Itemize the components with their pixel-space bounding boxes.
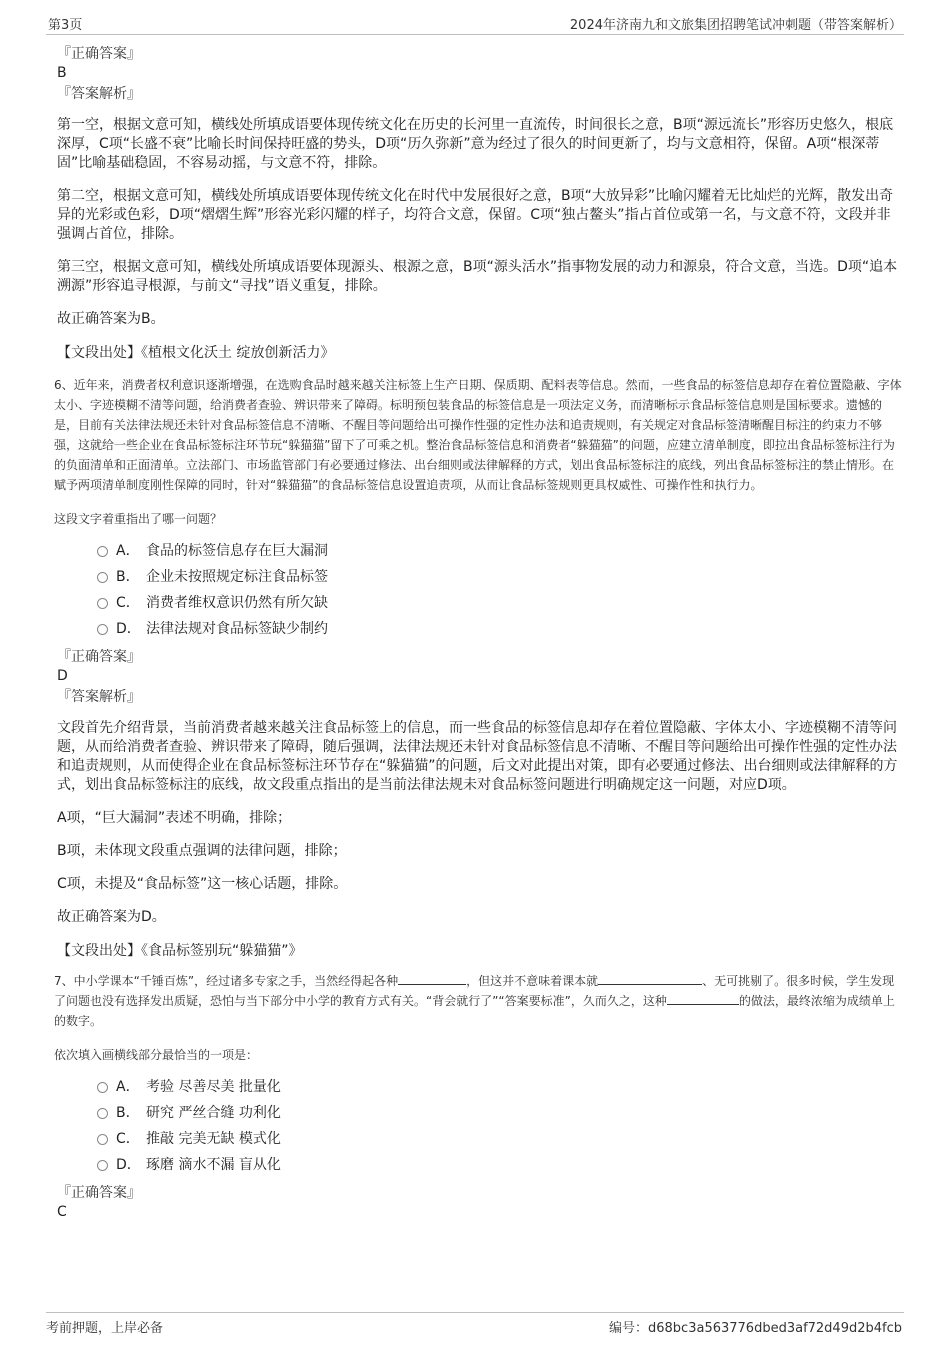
q6-analysis-label: 『答案解析』 xyxy=(57,689,141,705)
q7-question: 依次填入画横线部分最恰当的一项是： xyxy=(54,1048,259,1062)
page-number: 第3页 xyxy=(48,18,83,33)
q5-section xyxy=(57,44,902,363)
q7-stem-part: 的做法，最终浓缩为成绩单上的数字。 xyxy=(54,994,895,1028)
q7-option-a[interactable] xyxy=(97,1073,902,1099)
q6-source: 【文段出处】《食品标签别玩“躲猫猫”》 xyxy=(57,943,303,959)
document-body xyxy=(54,44,902,1223)
q7-blank-1 xyxy=(398,972,466,985)
footer-slogan: 考前押题，上岸必备 xyxy=(46,1321,164,1336)
q5-analysis-para: 第二空，根据文意可知，横线处所填成语要体现传统文化在时代中发展很好之意，B项“大放异彩”比喻闪耀着无比灿烂的光辉，散发出奇异的光彩或色彩，D项“熠熠生辉”形容光彩闪耀的样子，均符合文意，保留。C项“独占鳌头”指占首位或第一名，与文意不符，文段并非强调占首位，排除。 xyxy=(57,188,894,242)
q6-answer: D xyxy=(57,668,68,684)
q6-stem: 6、近年来，消费者权利意识逐渐增强，在选购食品时越来越关注标签上生产日期、保质期、配料表等信息。然而，一些食品的标签信息却存在着位置隐蔽、字体太小、字迹模糊不清等问题，给消费者查验、辨识带来了障碍。标明预包装食品的标签信息是一项法定义务，而清晰标示食品标签信息则是国标要求。遗憾的是，目前有关法律法规还未针对食品标签信息不清晰、不醒目等问题给出可操作性强的定性办法和追责规则，有关规定对食品标签清晰醒目标注的约束力不够强，这就给一些企业在食品标签标注环节玩“躲猫猫”留下了可乘之机。整治食品标签信息和消费者“躲猫猫”的问题，应建立清单制度，即拉出食品标签标注行为的负面清单和正面清单。立法部门、市场监管部门有必要通过修法、出台细则或法律解释的方式，划出食品标签标注的底线，列出食品标签标注的禁止情形。在赋予两项清单制度刚性保障的同时，针对“躲猫猫”的食品标签信息设置追责项，从而让食品标签规则更具权威性、可操作性和执行力。 xyxy=(54,378,902,492)
document-id: 编号：d68bc3a563776dbed3af72d49d2b4fcb xyxy=(609,1321,902,1336)
option-letter: B． xyxy=(116,569,140,585)
q5-answer-label: 『正确答案』 xyxy=(57,46,141,62)
radio-icon[interactable] xyxy=(97,546,108,557)
option-text: 考验 尽善尽美 批量化 xyxy=(146,1079,281,1095)
radio-icon[interactable] xyxy=(97,572,108,583)
option-text: 消费者维权意识仍然有所欠缺 xyxy=(146,595,328,611)
q6-analysis-para: B项，未体现文段重点强调的法律问题，排除； xyxy=(57,843,347,859)
q7-options xyxy=(97,1073,902,1177)
q7-answer: C xyxy=(57,1204,67,1220)
q5-analysis-para: 第一空，根据文意可知，横线处所填成语要体现传统文化在历史的长河里一直流传，时间很长之意，B项“源远流长”形容历史悠久，根底深厚，C项“长盛不衰”比喻长时间保持旺盛的势头，D项“历久弥新”意为经过了很久的时间更新了，均与文意相符，保留。A项“根深蒂固”比喻基础稳固，不容易动摇，与文意不符，排除。 xyxy=(57,117,894,171)
page-footer xyxy=(46,1312,904,1337)
q6-option-d[interactable] xyxy=(97,615,902,641)
q5-answer: B xyxy=(57,65,67,81)
radio-icon[interactable] xyxy=(97,1134,108,1145)
option-text: 推敲 完美无缺 模式化 xyxy=(146,1131,281,1147)
q6-analysis-para: A项，“巨大漏洞”表述不明确，排除； xyxy=(57,810,292,826)
q7-option-c[interactable] xyxy=(97,1125,902,1151)
radio-icon[interactable] xyxy=(97,1082,108,1093)
option-letter: C． xyxy=(116,1131,140,1147)
q7-stem-part: ，但这并不意味着课本就 xyxy=(466,974,599,988)
option-letter: C． xyxy=(116,595,140,611)
q5-analysis-label: 『答案解析』 xyxy=(57,86,141,102)
q7-answer-label: 『正确答案』 xyxy=(57,1185,141,1201)
q5-analysis-para: 第三空，根据文意可知，横线处所填成语要体现源头、根源之意，B项“源头活水”指事物发展的动力和源泉，符合文意，当选。D项“追本溯源”形容追寻根源，与前文“寻找”语义重复，排除。 xyxy=(57,259,898,294)
q7-option-d[interactable] xyxy=(97,1151,902,1177)
q6-option-c[interactable] xyxy=(97,589,902,615)
q5-source: 【文段出处】《植根文化沃土 绽放创新活力》 xyxy=(57,345,335,361)
q7-stem-part: 、无可挑剔了。很多时候，学生发现了问题也没有选择发出质疑，恐怕与当下部分中小学的教育方式有关。“背会就行了”“答案要标准”，久而久之，这种 xyxy=(54,974,895,1008)
option-letter: D． xyxy=(116,621,141,637)
q6-answer-label: 『正确答案』 xyxy=(57,649,141,665)
document-title: 2024年济南九和文旅集团招聘笔试冲刺题（带答案解析） xyxy=(569,18,902,33)
option-letter: D． xyxy=(116,1157,141,1173)
q7-blank-3 xyxy=(667,992,739,1005)
q7-stem xyxy=(54,971,902,1031)
q6-analysis-para: 文段首先介绍背景，当前消费者越来越关注食品标签上的信息，而一些食品的标签信息却存在着位置隐蔽、字体太小、字迹模糊不清等问题，从而给消费者查验、辨识带来了障碍，随后强调，法律法规还未针对食品标签信息不清晰、不醒目等问题给出可操作性强的定性办法和追责规则，从而使得企业在食品标签标注环节存在“躲猫猫”的问题，后文对此提出对策，即有必要通过修法、出台细则或法律解释的方式，划出食品标签标注的底线，故文段重点指出的是当前法律法规未对食品标签问题进行明确规定这一问题，对应D项。 xyxy=(57,720,898,793)
option-text: 研究 严丝合缝 功利化 xyxy=(146,1105,281,1121)
q6-option-a[interactable] xyxy=(97,537,902,563)
q6-option-b[interactable] xyxy=(97,563,902,589)
q5-conclusion: 故正确答案为B。 xyxy=(57,311,165,327)
radio-icon[interactable] xyxy=(97,1108,108,1119)
option-text: 琢磨 滴水不漏 盲从化 xyxy=(146,1157,281,1173)
q6-section xyxy=(54,375,902,961)
option-letter: A． xyxy=(116,543,140,559)
option-letter: B． xyxy=(116,1105,140,1121)
q6-question: 这段文字着重指出了哪一问题？ xyxy=(54,512,223,526)
q7-stem-part: 7、中小学课本“千锤百炼”，经过诸多专家之手，当然经得起各种 xyxy=(54,974,399,988)
radio-icon[interactable] xyxy=(97,598,108,609)
q6-analysis-para: C项，未提及“食品标签”这一核心话题，排除。 xyxy=(57,876,348,892)
q7-option-b[interactable] xyxy=(97,1099,902,1125)
q6-options xyxy=(97,537,902,641)
q7-section xyxy=(54,971,902,1221)
q6-conclusion: 故正确答案为D。 xyxy=(57,909,166,925)
radio-icon[interactable] xyxy=(97,1160,108,1171)
option-text: 法律法规对食品标签缺少制约 xyxy=(146,621,328,637)
option-letter: A． xyxy=(116,1079,140,1095)
option-text: 食品的标签信息存在巨大漏洞 xyxy=(146,543,328,559)
radio-icon[interactable] xyxy=(97,624,108,635)
q7-blank-2 xyxy=(598,972,702,985)
page-header xyxy=(46,12,904,35)
option-text: 企业未按照规定标注食品标签 xyxy=(146,569,328,585)
